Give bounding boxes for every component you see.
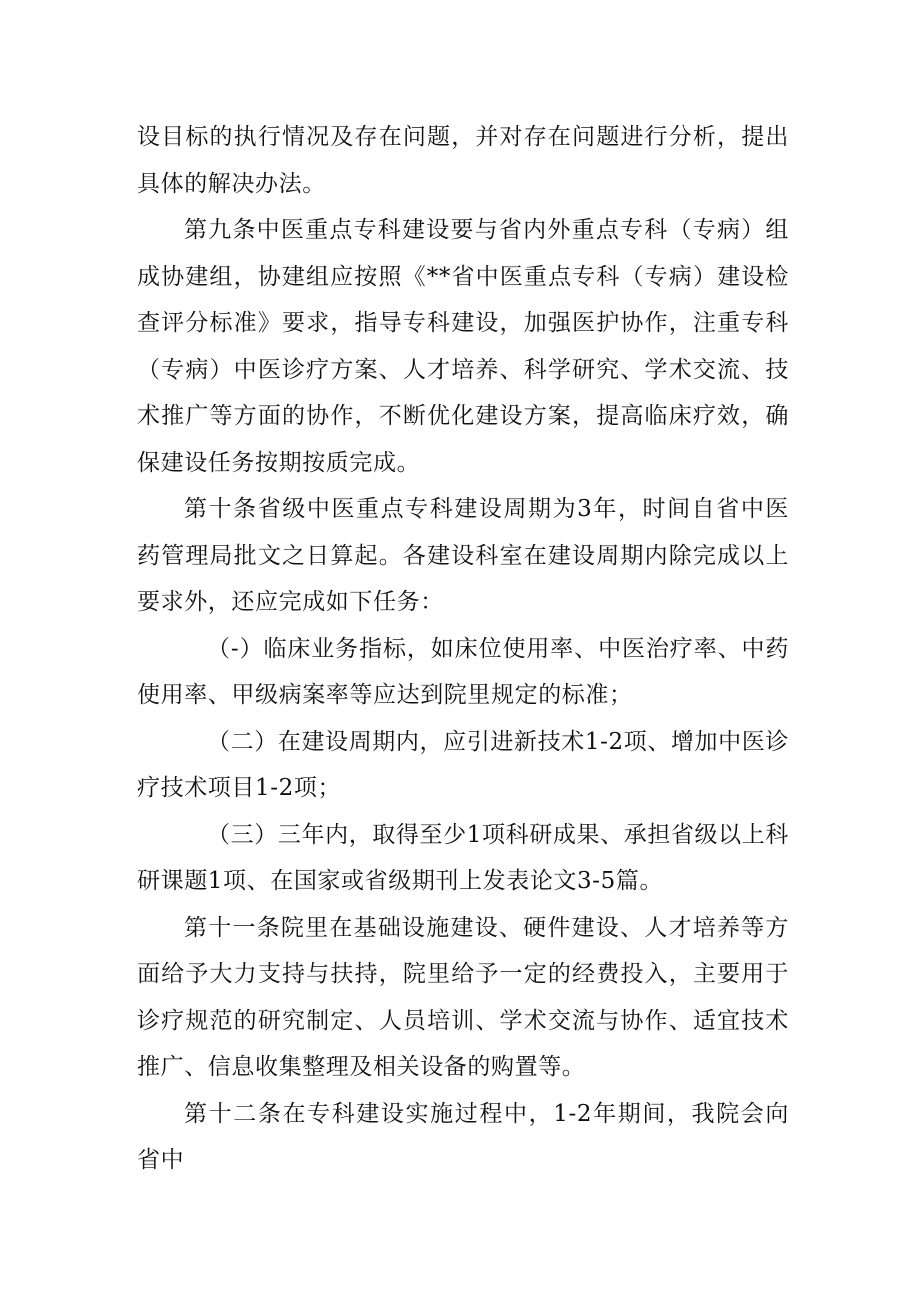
paragraph-item-2: （二）在建设周期内，应引进新技术1-2项、增加中医诊疗技术项目1-2项；	[137, 728, 789, 801]
paragraph-article-12: 第十二条在专科建设实施过程中，1-2年期间，我院会向省中	[137, 1100, 789, 1173]
document-body	[137, 114, 789, 1184]
paragraph-continuation: 设目标的执行情况及存在问题，并对存在问题进行分析，提出具体的解决办法。	[137, 124, 789, 197]
paragraph-article-10: 第十条省级中医重点专科建设周期为3年，时间自省中医药管理局批文之日算起。各建设科室在建设周期内除完成以上要求外，还应完成如下任务：	[137, 496, 789, 615]
paragraph-item-3: （三）三年内，取得至少1项科研成果、承担省级以上科研课题1项、在国家或省级期刊上发表论文3-5篇。	[137, 821, 789, 894]
paragraph-article-9: 第九条中医重点专科建设要与省内外重点专科（专病）组成协建组，协建组应按照《**省中医重点专科（专病）建设检查评分标准》要求，指导专科建设，加强医护协作，注重专科（专病）中医诊疗方案、人才培养、科学研究、学术交流、技术推广等方面的协作，不断优化建设方案，提高临床疗效，确保建设任务按期按质完成。	[137, 217, 789, 476]
paragraph-article-11: 第十一条院里在基础设施建设、硬件建设、人才培养等方面给予大力支持与扶持，院里给予一定的经费投入，主要用于诊疗规范的研究制定、人员培训、学术交流与协作、适宜技术推广、信息收集整理及相关设备的购置等。	[137, 914, 789, 1080]
paragraph-item-1: （-）临床业务指标，如床位使用率、中医治疗率、中药使用率、甲级病案率等应达到院里规定的标准；	[137, 635, 789, 708]
